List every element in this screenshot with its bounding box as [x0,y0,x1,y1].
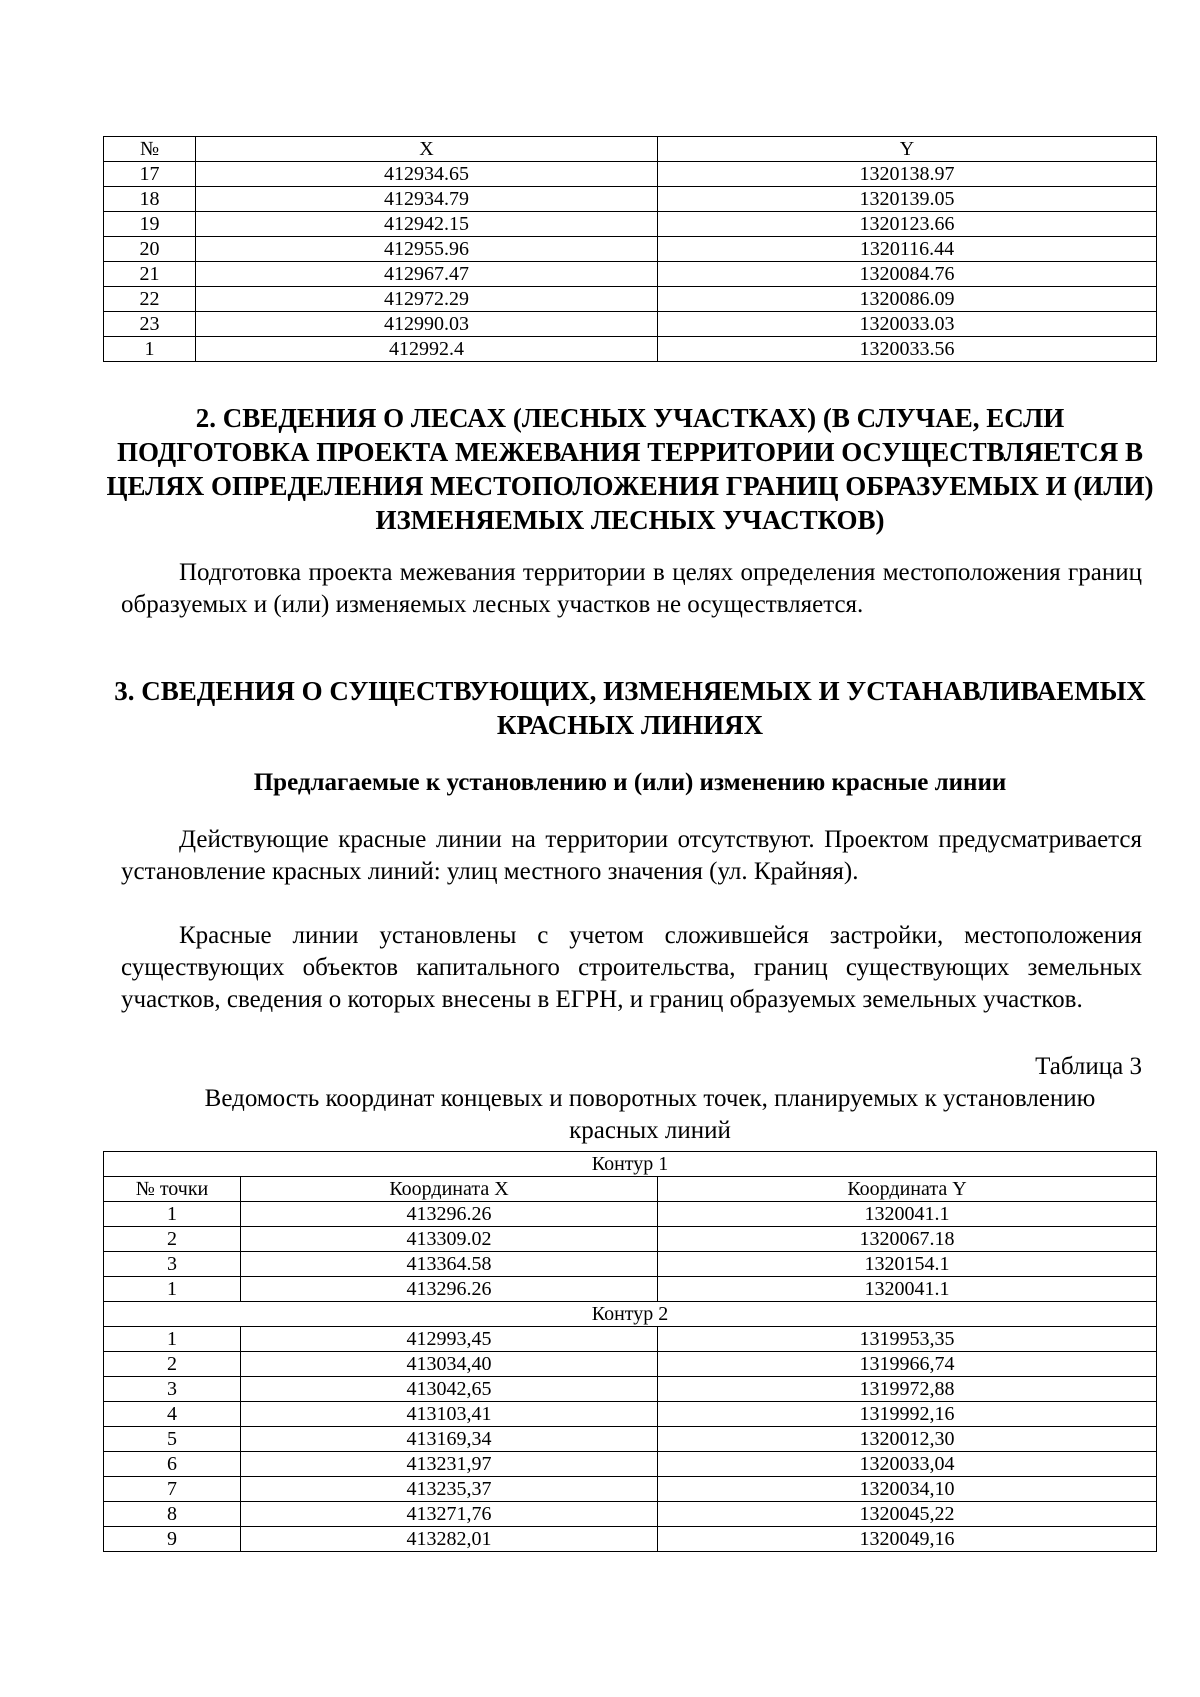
coordinate-y: 1320139.05 [658,187,1157,212]
point-number: 1 [104,1202,241,1227]
coordinate-x: 412955.96 [196,237,658,262]
coordinate-x: 413231,97 [241,1452,658,1477]
coordinate-y: 1320033.03 [658,312,1157,337]
coordinate-y: 1320123.66 [658,212,1157,237]
table-row [104,1377,1157,1402]
coordinate-y: 1320012,30 [658,1427,1157,1452]
point-number: 22 [104,287,196,312]
red-lines-table-body [104,1152,1157,1552]
table-row [104,262,1157,287]
table-header-row [104,137,1157,162]
coordinate-x: 412934.79 [196,187,658,212]
coordinate-x: 413169,34 [241,1427,658,1452]
contour-1-label: Контур 1 [104,1152,1157,1177]
table-row [104,312,1157,337]
point-number: 1 [104,1327,241,1352]
coordinate-x: 413282,01 [241,1527,658,1552]
point-number: 6 [104,1452,241,1477]
coordinate-y: 1320138.97 [658,162,1157,187]
coordinate-y: 1319966,74 [658,1352,1157,1377]
coordinates-table-continued [103,136,1157,362]
contour-2-label: Контур 2 [104,1302,1157,1327]
coordinate-y: 1319992,16 [658,1402,1157,1427]
header-cell-coordinate-x: Координата X [241,1177,658,1202]
table-row [104,1527,1157,1552]
table-row [104,1202,1157,1227]
table-row [104,1352,1157,1377]
section-2-heading: 2. СВЕДЕНИЯ О ЛЕСАХ (ЛЕСНЫХ УЧАСТКАХ) (В СЛУЧАЕ, ЕСЛИ ПОДГОТОВКА ПРОЕКТА МЕЖЕВАНИЯ ТЕРРИТОРИИ ОСУЩЕСТВЛЯЕТСЯ В ЦЕЛЯХ ОПРЕДЕЛЕНИЯ МЕСТОПОЛОЖЕНИЯ ГРАНИЦ ОБРАЗУЕМЫХ И (ИЛИ) ИЗМЕНЯЕМЫХ ЛЕСНЫХ УЧАСТКОВ) [106,403,1154,535]
coordinate-x: 413042,65 [241,1377,658,1402]
coordinate-y: 1320086.09 [658,287,1157,312]
coordinate-y: 1320033.56 [658,337,1157,362]
coordinate-y: 1320154.1 [658,1252,1157,1277]
coordinate-y: 1320084.76 [658,262,1157,287]
table-row [104,337,1157,362]
table-3-label: Таблица 3 [1035,1053,1142,1080]
coordinate-x: 412990.03 [196,312,658,337]
point-number: 7 [104,1477,241,1502]
coordinate-x: 412993,45 [241,1327,658,1352]
table-row [104,1227,1157,1252]
contour-1-header-row [104,1152,1157,1177]
point-number: 2 [104,1227,241,1252]
header-cell-y: Y [658,137,1157,162]
header-cell-coordinate-y: Координата Y [658,1177,1157,1202]
point-number: 2 [104,1352,241,1377]
point-number: 17 [104,162,196,187]
header-cell-number: № [104,137,196,162]
point-number: 23 [104,312,196,337]
coordinate-x: 413296.26 [241,1277,658,1302]
header-cell-x: X [196,137,658,162]
table-row [104,1427,1157,1452]
table-row [104,162,1157,187]
table-row [104,1327,1157,1352]
coordinate-y: 1319953,35 [658,1327,1157,1352]
table-row [104,187,1157,212]
contour-2-header-row [104,1302,1157,1327]
table-row [104,212,1157,237]
coordinate-y: 1320116.44 [658,237,1157,262]
coordinate-y: 1320034,10 [658,1477,1157,1502]
table-row [104,1277,1157,1302]
red-lines-subheading: Предлагаемые к установлению и (или) изменению красные линии [253,769,1007,796]
table-row [104,1252,1157,1277]
table-row [104,1477,1157,1502]
established-red-lines-paragraph: Красные линии установлены с учетом сложившейся застройки, местоположения существующих объектов капитального строительства, границ существующих земельных участков, сведения о которых внесены в ЕГРН, и границ образуемых земельных участков. [121,922,1142,1013]
section-3-heading: 3. СВЕДЕНИЯ О СУЩЕСТВУЮЩИХ, ИЗМЕНЯЕМЫХ И УСТАНАВЛИВАЕМЫХ КРАСНЫХ ЛИНИЯХ [114,676,1146,740]
table-row [104,237,1157,262]
point-number: 20 [104,237,196,262]
table-row [104,1402,1157,1427]
coordinate-x: 413271,76 [241,1502,658,1527]
coordinate-y: 1320033,04 [658,1452,1157,1477]
coordinate-y: 1320049,16 [658,1527,1157,1552]
point-number: 1 [104,1277,241,1302]
coordinate-x: 412992.4 [196,337,658,362]
coordinate-y: 1319972,88 [658,1377,1157,1402]
point-number: 8 [104,1502,241,1527]
coordinate-x: 413034,40 [241,1352,658,1377]
table-header-row [104,1177,1157,1202]
coordinate-x: 413309.02 [241,1227,658,1252]
point-number: 3 [104,1252,241,1277]
point-number: 9 [104,1527,241,1552]
coordinate-x: 412942.15 [196,212,658,237]
coordinate-x: 412934.65 [196,162,658,187]
table-row [104,1452,1157,1477]
coordinate-x: 413103,41 [241,1402,658,1427]
point-number: 4 [104,1402,241,1427]
header-cell-point-number: № точки [104,1177,241,1202]
coordinate-x: 413296.26 [241,1202,658,1227]
point-number: 19 [104,212,196,237]
coordinates-table-body [104,137,1157,362]
point-number: 3 [104,1377,241,1402]
table-3-title: Ведомость координат концевых и поворотных точек, планируемых к установлению красных линий [204,1085,1096,1144]
coordinate-y: 1320067.18 [658,1227,1157,1252]
coordinate-x: 412967.47 [196,262,658,287]
point-number: 1 [104,337,196,362]
table-row [104,287,1157,312]
point-number: 5 [104,1427,241,1452]
coordinate-y: 1320041.1 [658,1277,1157,1302]
existing-red-lines-paragraph: Действующие красные линии на территории отсутствуют. Проектом предусматривается установление красных линий: улиц местного значения (ул. Крайняя). [121,826,1142,885]
coordinate-y: 1320041.1 [658,1202,1157,1227]
red-lines-coordinates-table [103,1151,1157,1552]
point-number: 21 [104,262,196,287]
coordinate-x: 413235,37 [241,1477,658,1502]
forest-paragraph: Подготовка проекта межевания территории в целях определения местоположения границ образуемых и (или) изменяемых лесных участков не осуществляется. [121,559,1142,618]
coordinate-x: 412972.29 [196,287,658,312]
coordinate-x: 413364.58 [241,1252,658,1277]
coordinate-y: 1320045,22 [658,1502,1157,1527]
table-row [104,1502,1157,1527]
point-number: 18 [104,187,196,212]
